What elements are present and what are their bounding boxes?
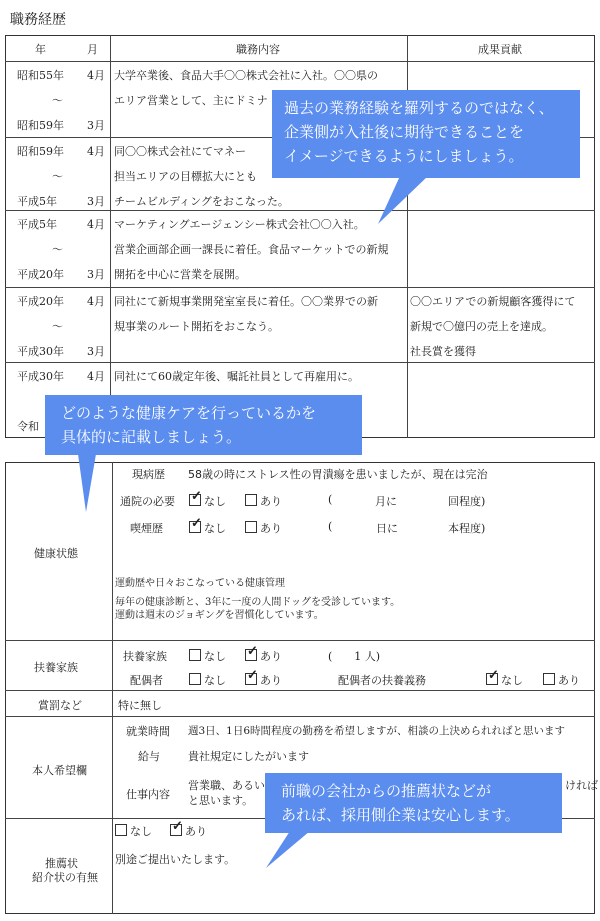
support-yes-checkbox[interactable]: あり (543, 672, 580, 688)
start-month: 4月 (87, 145, 105, 158)
header-results: 成果貢献 (478, 43, 522, 56)
end-month: 3月 (87, 195, 105, 208)
recommendation-none-checkbox[interactable]: なし (115, 823, 152, 839)
callout-recommendation-tail (266, 831, 310, 868)
end-year: 平成30年 (17, 345, 64, 358)
smoking-unit-count: 本程度) (448, 522, 486, 535)
recommendation-note: 別途ご提出いたします。 (115, 853, 236, 866)
start-month: 4月 (87, 69, 105, 82)
result-line: 新規で〇億円の売上を達成。 (410, 320, 553, 333)
hospital-unit-times: 回程度) (448, 495, 486, 508)
duty-line: マーケティングエージェンシー株式会社〇〇入社。 (114, 218, 365, 231)
result-line: 社長賞を獲得 (410, 345, 476, 358)
spouse-none-checkbox[interactable]: なし (189, 672, 226, 688)
duty-line: 同〇〇株式会社にてマネー (114, 145, 246, 158)
duty-line: 大学卒業後、食品大手〇〇株式会社に入社。〇〇県の (114, 69, 378, 82)
dependents-yes-checkbox[interactable]: ✓ あり (245, 648, 282, 664)
job-line-1a: 営業職、あるい (188, 779, 265, 792)
header-month: 月 (87, 43, 98, 56)
end-month: 3月 (87, 119, 105, 132)
job-line-1b: ければ (565, 779, 598, 792)
callout-recommendation: 前職の会社からの推薦状などが あれば、採用側企業は安心します。 (265, 773, 562, 833)
end-year: 令和 (17, 420, 39, 433)
family-label: 扶養家族 (34, 661, 78, 674)
hospital-unit-month: 月に (375, 495, 397, 508)
duty-line: 同社にて新規事業開発室室長に着任。〇〇業界での新 (114, 295, 378, 308)
end-year: 平成5年 (17, 195, 57, 208)
awards-label: 賞罰など (38, 699, 82, 712)
smoking-yes-checkbox[interactable]: あり (245, 520, 282, 536)
hospital-yes-checkbox[interactable]: あり (245, 493, 282, 509)
dependents-none-checkbox[interactable]: なし (189, 648, 226, 664)
tilde: 〜 (52, 320, 63, 333)
result-line: 〇〇エリアでの新規顧客獲得にて (410, 295, 576, 308)
end-month: 3月 (87, 345, 105, 358)
end-month: 3月 (87, 268, 105, 281)
smoking-none-checkbox[interactable]: ✓ なし (189, 520, 226, 536)
dependents-count: ( 1 人) (328, 650, 381, 663)
callout-career: 過去の業務経験を羅列するのではなく、 企業側が入社後に期待できることを イメージできるようにしましょう。 (272, 90, 580, 178)
end-year: 昭和59年 (17, 119, 64, 132)
smoking-unit-day: 日に (376, 522, 398, 535)
duty-line: 開拓を中心に営業を展開。 (114, 268, 246, 281)
hospital-label: 通院の必要 (120, 495, 175, 508)
tilde: 〜 (52, 94, 63, 107)
callout-health: どのような健康ケアを行っているかを 具体的に記載しましょう。 (45, 395, 362, 455)
salary-label: 給与 (138, 750, 160, 763)
exercise-label: 運動歴や日々おこなっている健康管理 (115, 578, 285, 589)
hours-value: 週3日、1日6時間程度の勤務を希望しますが、相談の上決められればと思います (188, 725, 566, 737)
start-year: 平成20年 (17, 295, 64, 308)
recommendation-yes-checkbox[interactable]: ✓ あり (170, 823, 207, 839)
recommendation-label-2: 紹介状の有無 (32, 871, 98, 884)
job-label: 仕事内容 (126, 788, 170, 801)
duty-line: 同社にて60歳定年後、嘱託社員として再雇用に。 (114, 370, 359, 383)
start-year: 平成30年 (17, 370, 64, 383)
duty-line: 営業企画部企画一課長に着任。食品マーケットでの新規 (114, 243, 389, 256)
start-year: 昭和55年 (17, 69, 64, 82)
duty-line: 規事業のルート開拓をおこなう。 (114, 320, 279, 333)
hospital-none-checkbox[interactable]: ✓ なし (189, 493, 226, 509)
support-none-checkbox[interactable]: ✓ なし (486, 672, 523, 688)
header-year: 年 (35, 43, 46, 56)
smoking-paren: ( (328, 520, 333, 533)
career-title: 職務経歴 (10, 12, 66, 28)
health-label: 健康状態 (34, 547, 78, 560)
tilde: 〜 (52, 243, 63, 256)
spouse-yes-checkbox[interactable]: ✓ あり (245, 672, 282, 688)
awards-value: 特に無し (118, 699, 162, 712)
hours-label: 就業時間 (126, 725, 170, 738)
header-duties: 職務内容 (236, 43, 280, 56)
dependents-label: 扶養家族 (123, 650, 167, 663)
spouse-label: 配偶者 (130, 674, 163, 687)
start-year: 昭和59年 (17, 145, 64, 158)
support-label: 配偶者の扶養義務 (338, 674, 426, 687)
duty-line: エリア営業として、主にドミナ (114, 94, 268, 107)
history-value: 58歳の時にストレス性の胃潰瘍を患いましたが、現在は完治 (188, 468, 488, 481)
wishes-label: 本人希望欄 (32, 764, 87, 777)
history-label: 現病歴 (132, 468, 165, 481)
callout-health-tail (78, 454, 96, 512)
duty-line: チームビルディングをおこなった。 (114, 195, 289, 208)
smoking-label: 喫煙歴 (130, 522, 163, 535)
exercise-line-2: 運動は週末のジョギングを習慣化しています。 (115, 610, 324, 621)
start-month: 4月 (87, 370, 105, 383)
tilde: 〜 (52, 170, 63, 183)
start-year: 平成5年 (17, 218, 57, 231)
recommendation-label-1: 推薦状 (45, 857, 78, 870)
exercise-line-1: 毎年の健康診断と、3年に一度の人間ドッグを受診しています。 (115, 597, 401, 608)
salary-value: 貴社規定にしたがいます (188, 750, 309, 763)
callout-career-tail (378, 176, 428, 224)
hospital-paren: ( (328, 493, 333, 506)
job-line-2: と思います。 (188, 794, 254, 807)
duty-line: 担当エリアの目標拡大にとも (114, 170, 257, 183)
start-month: 4月 (87, 218, 105, 231)
end-year: 平成20年 (17, 268, 64, 281)
start-month: 4月 (87, 295, 105, 308)
